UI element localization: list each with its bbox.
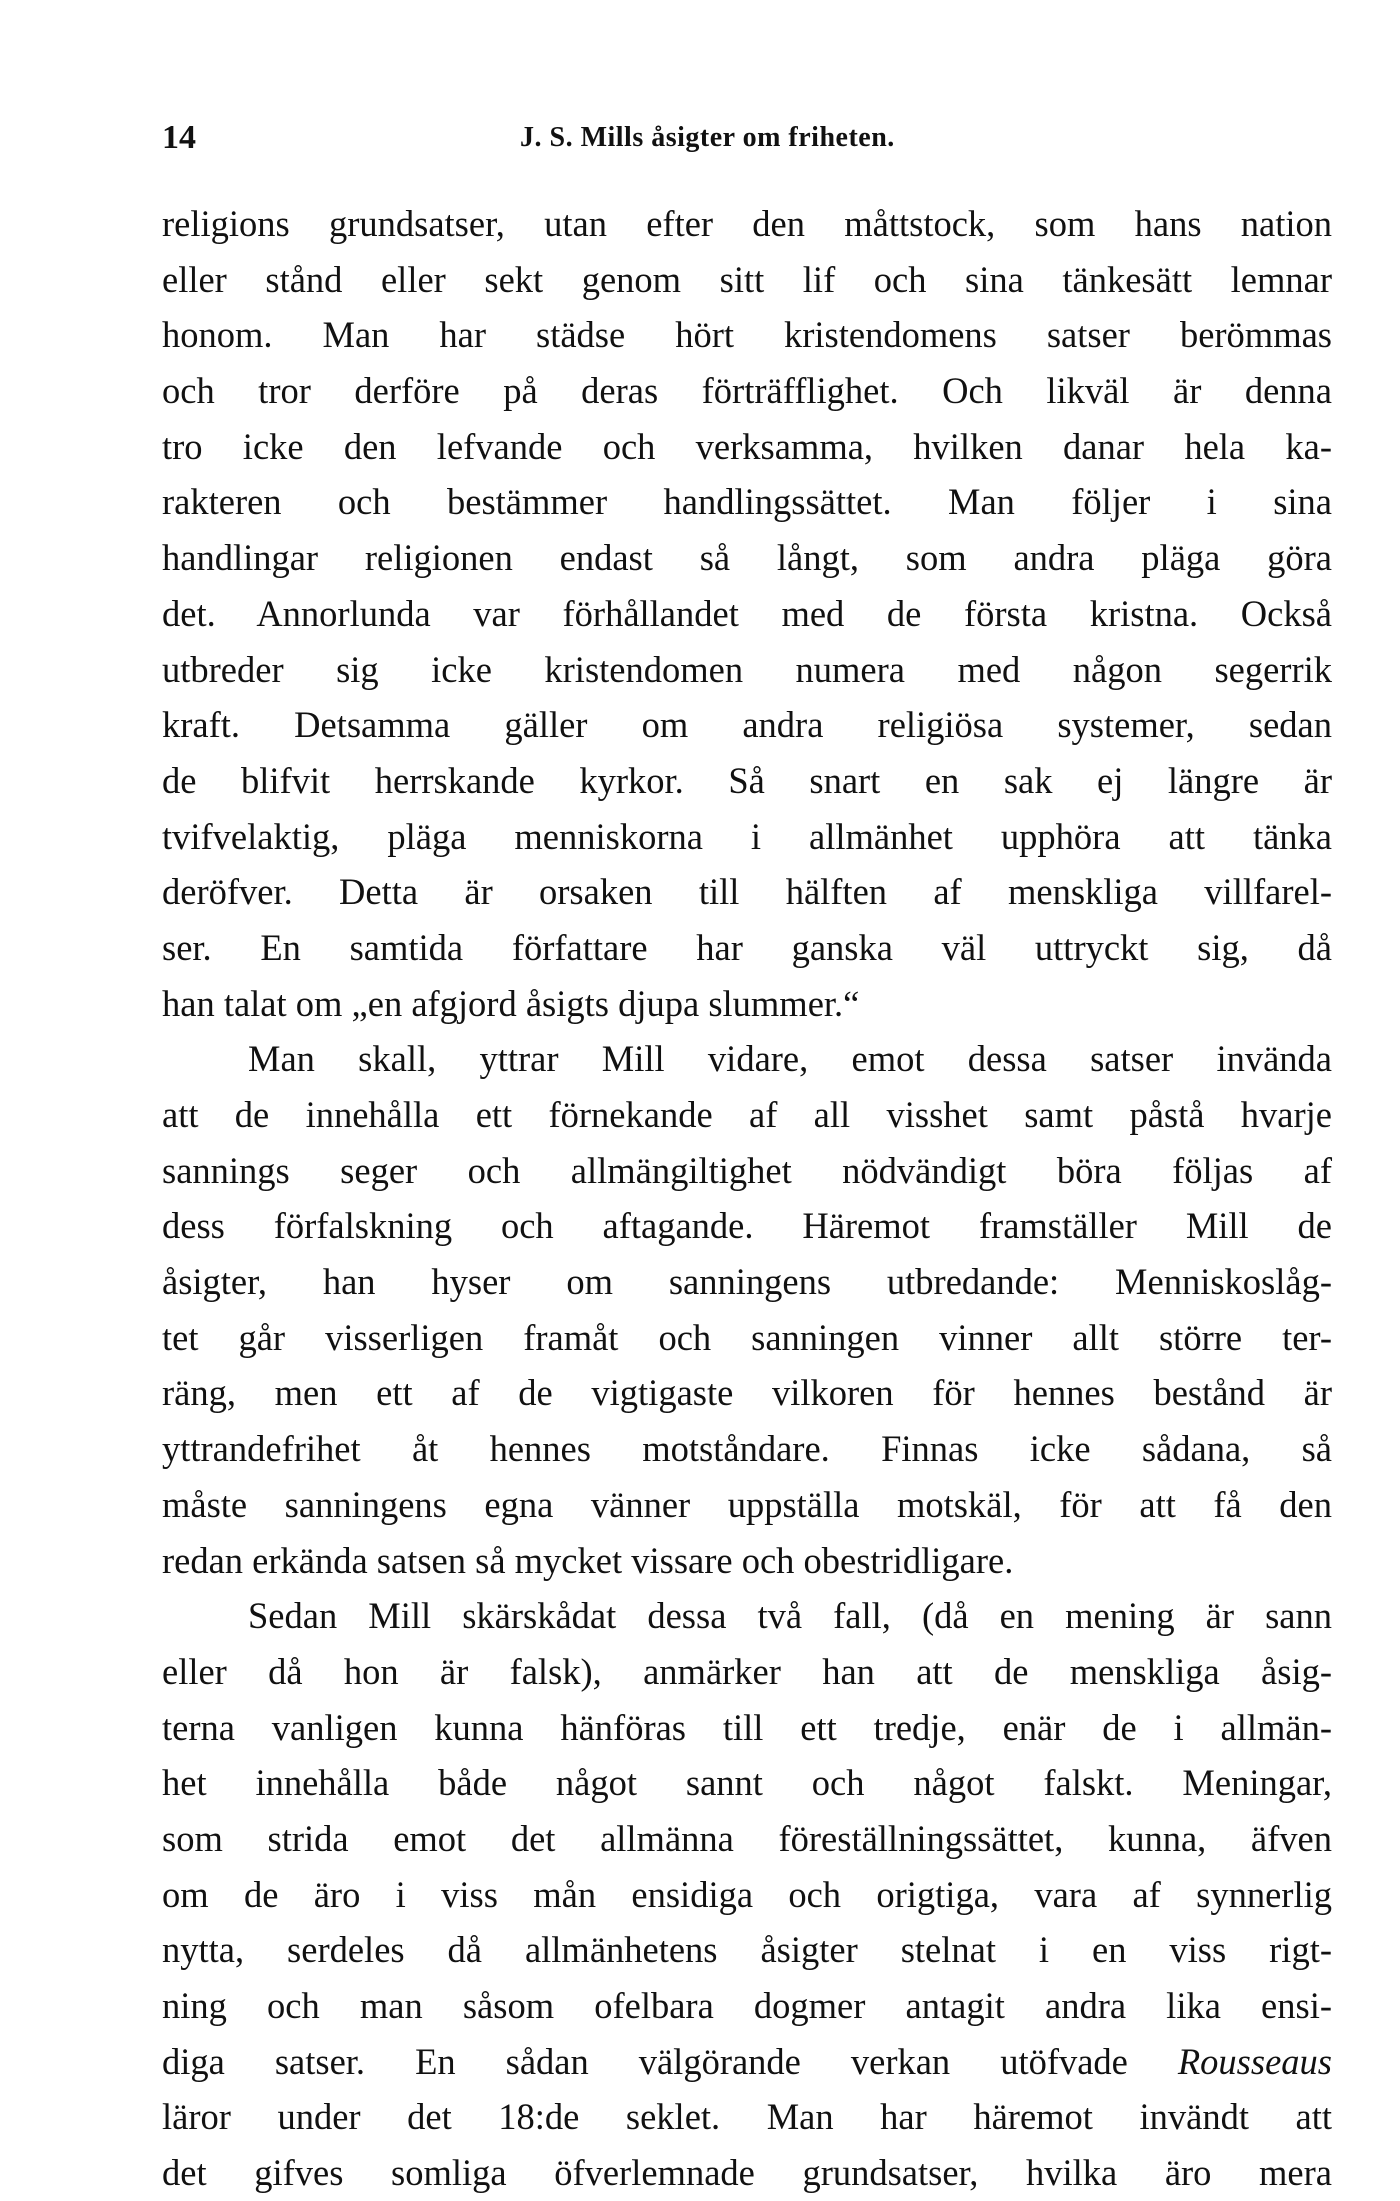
text-line: det. Annorlunda var förhållandet med de första kristna. Också bbox=[162, 592, 1332, 634]
text-line: nytta, serdeles då allmänhetens åsigter stelnat i en viss rigt- bbox=[162, 1929, 1332, 1971]
text-line-with-italic: diga satser. En sådan välgörande verkan utöfvade Rousseaus bbox=[162, 2040, 1332, 2082]
text-line: yttrandefrihet åt hennes motståndare. Finnas icke sådana, så bbox=[162, 1428, 1332, 1470]
text-line: het innehålla både något sannt och något falskt. Meningar, bbox=[162, 1762, 1332, 1804]
text-line: som strida emot det allmänna föreställningssättet, kunna, äfven bbox=[162, 1817, 1332, 1859]
text-line: eller då hon är falsk), anmärker han att de menskliga åsig- bbox=[162, 1650, 1332, 1692]
text-line-paragraph-end: redan erkända satsen så mycket vissare och obestridligare. bbox=[162, 1539, 1014, 1581]
text-line: och tror derföre på deras förträfflighet. Och likväl är denna bbox=[162, 370, 1332, 412]
text-line: det gifves somliga öfverlemnade grundsatser, hvilka äro mera bbox=[162, 2152, 1332, 2194]
text-line-paragraph-start: Sedan Mill skärskådat dessa två fall, (då en mening är sann bbox=[248, 1595, 1332, 1637]
text-line: tvifvelaktig, pläga menniskorna i allmänhet upphöra att tänka bbox=[162, 815, 1332, 857]
text-line: deröfver. Detta är orsaken till hälften af menskliga villfarel- bbox=[162, 871, 1332, 913]
text-line: utbreder sig icke kristendomen numera med någon segerrik bbox=[162, 648, 1332, 690]
text-line: religions grundsatser, utan efter den måttstock, som hans nation bbox=[162, 203, 1332, 244]
text-line: läror under det 18:de seklet. Man har häremot invändt att bbox=[162, 2096, 1332, 2138]
text-line: räng, men ett af de vigtigaste vilkoren för hennes bestånd är bbox=[162, 1372, 1332, 1414]
text-line: handlingar religionen endast så långt, som andra pläga göra bbox=[162, 537, 1332, 579]
text-line: de blifvit herrskande kyrkor. Så snart en sak ej längre är bbox=[162, 759, 1332, 801]
text-line: eller stånd eller sekt genom sitt lif och sina tänkesätt lemnar bbox=[162, 258, 1332, 300]
text-line: ning och man såsom ofelbara dogmer antagit andra lika ensi- bbox=[162, 1985, 1332, 2026]
text-line: dess förfalskning och aftagande. Häremot framställer Mill de bbox=[162, 1205, 1332, 1247]
text-line: måste sanningens egna vänner uppställa motskäl, för att få den bbox=[162, 1483, 1332, 1525]
text-line: ser. En samtida författare har ganska väl uttryckt sig, då bbox=[162, 926, 1332, 968]
text-line: tro icke den lefvande och verksamma, hvilken danar hela ka- bbox=[162, 425, 1332, 467]
page-header bbox=[162, 118, 1332, 158]
text-line: terna vanligen kunna hänföras till ett tredje, enär de i allmän- bbox=[162, 1706, 1332, 1748]
text-line: rakteren och bestämmer handlingssättet. Man följer i sina bbox=[162, 481, 1332, 523]
text-line: tet går visserligen framåt och sanningen vinner allt större ter- bbox=[162, 1316, 1332, 1358]
italic-name: Rousseaus bbox=[1177, 2040, 1332, 2082]
body-text bbox=[162, 196, 1332, 2201]
page-number: 14 bbox=[162, 119, 196, 156]
text-line: kraft. Detsamma gäller om andra religiösa systemer, sedan bbox=[162, 704, 1332, 746]
running-title: J. S. Mills åsigter om friheten. bbox=[520, 122, 895, 153]
text-line: att de innehålla ett förnekande af all visshet samt påstå hvarje bbox=[162, 1094, 1332, 1135]
text-line-paragraph-end: han talat om „en afgjord åsigts djupa slummer.“ bbox=[162, 982, 860, 1024]
text-line: åsigter, han hyser om sanningens utbredande: Menniskoslåg- bbox=[162, 1261, 1332, 1303]
text-line: honom. Man har städse hört kristendomens satser berömmas bbox=[162, 314, 1332, 356]
text-line: om de äro i viss mån ensidiga och origtiga, vara af synnerlig bbox=[162, 1873, 1332, 1915]
text-line-paragraph-start: Man skall, yttrar Mill vidare, emot dessa satser invända bbox=[248, 1038, 1332, 1080]
text-line: sannings seger och allmängiltighet nödvändigt böra följas af bbox=[162, 1149, 1332, 1191]
